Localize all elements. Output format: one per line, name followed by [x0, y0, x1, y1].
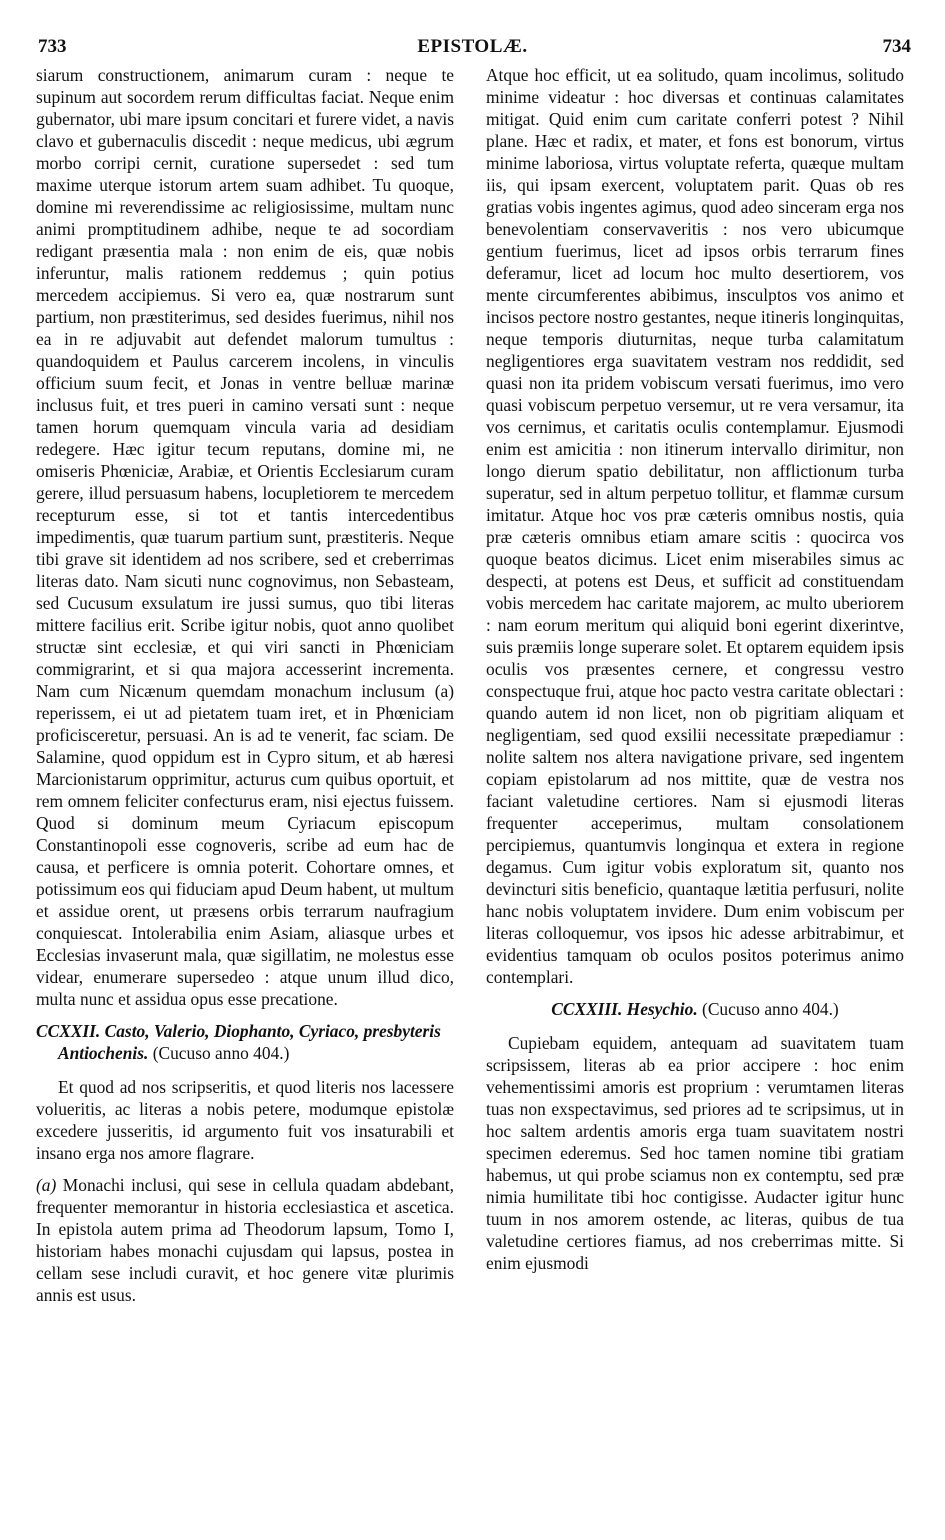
letter-ccxxii-body: Et quod ad nos scripseritis, et quod literis nos lacessere volueritis, ac literas a nobis petere, modumque epistolæ excedere jusseritis, id argumento fuit vos insaturabili et insano erga nos amore flagrare. — [36, 1077, 454, 1163]
left-paragraph-continuation: siarum constructionem, animarum curam : neque te supinum aut socordem rerum difficultas faciat. Neque enim gubernator, ubi mare ipsum concitari et furere videt, a navis clavo et gubernaculis discedit : neque medicus, ubi ægrum morbo corripi cernit, curatione supersedet : sed tum maxime uterque istorum artem suam adhibet. Tu quoque, domine mi reverendissime ac religiosissime, multam nunc animi promptitudinem adhibe, neque te ad socordiam redigant præsentia mala : non enim de eis, quæ nobis inferuntur, malis rationem reddemus ; quin potius mercedem accipiemus. Si vero ea, quæ nostrarum sunt partium, non præstiterimus, sed desides fuerimus, nihil nos ea in re adjuvabit aut defendet malorum tumultus : quandoquidem et Paulus carcerem incolens, in vinculis officium suum fecit, et Jonas in ventre belluæ marinæ inclusus fuit, et tres pueri in camino versati sunt : neque tamen horum quemquam vincula varia ad desidiam redegere. Hæc igitur tecum reputans, domine mi, ne omiseris Phœniciæ, Arabiæ, et Orientis Ecclesiarum curam gerere, illud persuasum habens, locupletiorem te mercedem recepturum esse, si tot et tantis intercedentibus impedimentis, quæ tuarum partium sunt, præstiteris. Neque tibi grave sit identidem ad nos scribere, sed et creberrimas literas dato. Nam sicuti nunc cognovimus, non Sebasteam, sed Cucusum exsulatum ire jussi sumus, quo tibi literas mittere facilius erit. Scribe igitur nobis, quot anno quolibet structæ sint ecclesiæ, et qui viri sancti in Phœniciam commigrarint, et si qua majora accesserint incrementa. Nam cum Nicænum quemdam monachum inclusum (a) reperissem, ei ut ad pietatem tuam iret, et in Phœniciam proficisceretur, persuasi. An is ad te venerit, fac sciam. De Salamine, quod oppidum est in Cypro situm, et ab hæresi Marcionistarum opprimitur, acturus cum quibus oportuit, et rem omnem feliciter confecturus eram, nisi ejectus fuissem. Quod si dominum meum Cyriacum episcopum Constantinopoli esse cognoveris, scribe ad eum hac de causa, et perficere is omnia poterit. Cohortare omnes, et potissimum eos qui fiduciam apud Deum habent, ut multum et assidue orent, ut præsens orbis terrarum naufragium conquiescat. Intolerabilia enim Asiam, aliasque urbes et Ecclesias invaserunt mala, quæ sigillatim, ne molestus esse videar, enumerare supersedeo : atque unum illud dico, multa nunc et assidua opus esse precatione. — [36, 65, 454, 1009]
letter-place-date: (Cucuso anno 404.) — [152, 1043, 290, 1063]
letter-ccxxiii-body: Cupiebam equidem, antequam ad suavitatem tuam scripsissem, literas ab ea prior accipere : hoc enim vehementissimi amoris est proprium : verumtamen literas tuas non exspectavimus, sed priores ad te scripsimus, ut in hoc saltem ardentis amoris erga tuam suavitatem nostri specimen ederemus. Sed hoc tamen nomine tibi gratiam habemus, ut qui probe sciamus non ex contemptu, sed præ nimia humilitate tibi hoc contigisse. Audacter igitur hunc tuum in nos amorem ostende, ac literas, quibus de tua valetudine certiores fiamus, ad nos creberrimas mitte. Si enim ejusmodi — [486, 1033, 904, 1273]
letter-number: CCXXII. — [36, 1021, 101, 1041]
letter-recipients: Hesychio. — [626, 999, 698, 1019]
letter-number: CCXXIII. — [551, 999, 623, 1019]
page-number-left: 733 — [38, 36, 67, 57]
footnote-mark: (a) — [36, 1175, 57, 1195]
running-title: EPISTOLÆ. — [417, 36, 528, 57]
page-number-right: 734 — [882, 36, 911, 57]
right-paragraph-continuation: Atque hoc efficit, ut ea solitudo, quam incolimus, solitudo minime videatur : hoc diversas et continuas calamitates mitigat. Quid enim cum caritate conferri potest ? Nihil plane. Hæc et radix, et mater, et fons est bonorum, virtus minime laboriosa, virtus voluptate referta, quæque multam iis, qui ipsam exercent, voluptatem parit. Quas ob res gratias vobis ingentes agimus, quod adeo sinceram erga nos benevolentiam conservaveritis : nos vero ubicumque gentium fuerimus, licet ad ipsos orbis terrarum fines deferamur, licet ad locum hoc multo desertiorem, vos mente circumferentes abibimus, insculptos vos animo et incisos pectore nostro gestantes, neque itineris longinquitas, neque temporis diuturnitas, neque turba calamitatum negligentiores erga suavitatem vestram nos reddidit, sed quasi non ita pridem vobiscum versati fuerimus, imo vero quasi vobiscum perpetuo versemur, ut re vera versamur, ita vos cernimus, et caritatis oculis contemplamur. Ejusmodi enim est amicitia : non itinerum intervallo dirimitur, non longo dierum spatio debilitatur, non afflictionum turba superatur, sed in altum perpetuo tollitur, et flammæ cursum imitatur. Atque hoc vos præ cæteris omnibus nostis, quia præ cæteris omnibus etiam amare scitis : quocirca vos quoque beatos dicimus. Licet enim miserabiles simus ac despecti, at potens est Deus, et sufficit ad constituendam vobis mercedem hac caritate majorem, ac multo uberiorem : nam eorum meritum qui aliquid boni egerint dixerintve, suis præmiis longe superare solet. Et optarem equidem ipsis oculis vos præsentes cernere, et congressu vestro conspectuque frui, atque hoc pacto vestra caritate oblectari : quando autem id non licet, non ob pigritiam aliquam et negligentiam, sed quod exsilii necessitate præpediamur : nolite saltem nos altera navigatione privare, sed ingentem copiam epistolarum ad nos mittite, quæ de vestra nos faciant valetudine certiores. Nam si ejusmodi literas frequenter acceperimus, multam consolationem percipiemus, quantumvis longinqua et extera in regione degamus. Cum igitur vobis exploratum sit, quanto nos devincturi sitis beneficio, quantaque lætitia perfusuri, nolite hanc nobis voluptatem invidere. Dum enim vobiscum per literas colloquemur, vos ipsos hic adesse arbitrabimur, et evidentius tamquam ob oculos positos poterimus animo contemplari. — [486, 65, 904, 987]
letter-heading-ccxxii — [36, 1020, 454, 1064]
letter-recipients: Casto, Valerio, Diophanto, Cyriaco, presbyteris Antiochenis. — [58, 1021, 441, 1063]
footnote-a — [36, 1174, 454, 1306]
running-header — [30, 36, 915, 64]
letter-place-date: (Cucuso anno 404.) — [702, 999, 839, 1019]
left-column — [36, 64, 454, 1514]
footnote-text: Monachi inclusi, qui sese in cellula quadam abdebant, frequenter memorantur in historia ecclesiastica et ascetica. In epistola autem prima ad Theodorum lapsum, Tomo I, historiam habes monachi cujusdam qui lapsus, postea in cellam sese includi curavit, et hoc genere vitæ plurimis annis est usus. — [36, 1175, 454, 1305]
right-column — [486, 64, 904, 1514]
letter-heading-ccxxiii — [486, 998, 904, 1020]
